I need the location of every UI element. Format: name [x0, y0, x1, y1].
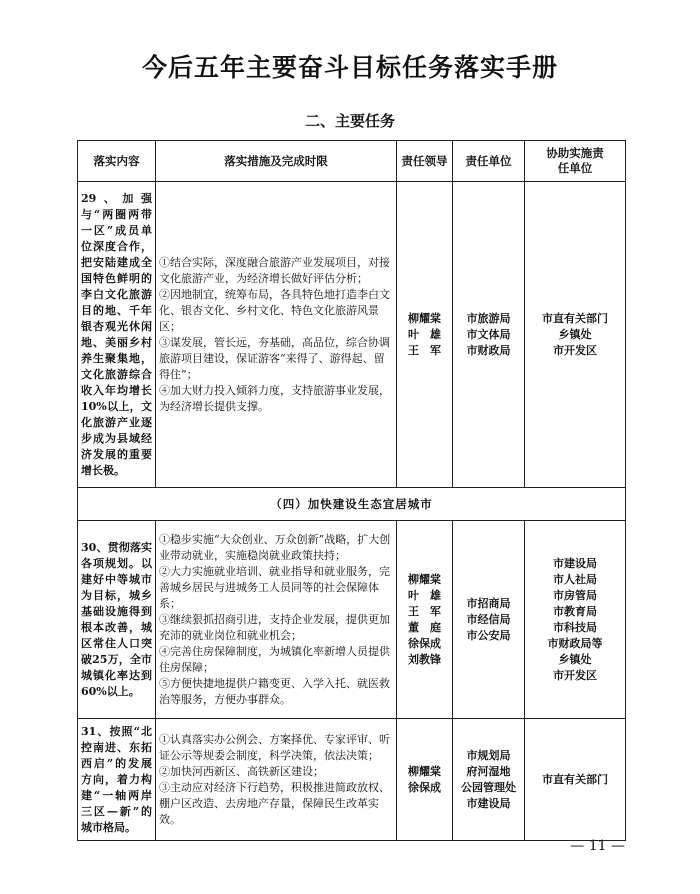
leader-name: 徐保成 [408, 636, 441, 650]
task-units [453, 521, 525, 719]
unit-name: 市招商局 [466, 596, 511, 610]
measure-item: ④加大财力投入倾斜力度，支持旅游事业发展，为经济增长提供支撑。 [159, 383, 390, 413]
unit-name: 市文体局 [466, 327, 511, 341]
leader-name: 柳耀棠 [408, 311, 441, 325]
assist-unit-name: 市开发区 [553, 343, 597, 357]
unit-name: 府河湿地 [466, 764, 511, 778]
unit-name: 市经信局 [466, 612, 511, 626]
measure-item: ③继续狠抓招商引进，支持企业发展，提供更加充沛的就业岗位和就业机会； [159, 612, 390, 642]
header-unit: 责任单位 [453, 141, 525, 182]
leader-name: 王 军 [408, 604, 441, 618]
table-row [78, 719, 626, 841]
task-content: 30、贯彻落实各项规划。以建好中等城市为目标，城乡基础设施得到根本改善，城区常住人口突破25万，全市城镇化率达到60%以上。 [78, 521, 156, 719]
assist-unit-name: 市教育局 [553, 604, 597, 618]
assist-unit-name: 乡镇处 [558, 327, 592, 341]
measure-item: ②大力实施就业培训、就业指导和就业服务，完善城乡居民与进城务工人员同等的社会保障体系； [159, 564, 390, 610]
unit-name: 市建设局 [466, 796, 511, 810]
assist-unit-name: 市开发区 [553, 668, 597, 682]
assist-unit-name: 市直有关部门 [542, 772, 608, 786]
measure-item: ②加快河西新区、高铁新区建设； [159, 764, 324, 778]
leader-name: 董 庭 [408, 620, 441, 634]
leader-name: 柳耀棠 [408, 572, 441, 586]
header-leader: 责任领导 [397, 141, 453, 182]
assist-unit-name: 市建设局 [553, 556, 597, 570]
handbook-title: 今后五年主要奋斗目标任务落实手册 [141, 53, 558, 82]
leader-name: 叶 雄 [408, 588, 441, 602]
assist-unit-name: 市科技局 [553, 620, 597, 634]
task-leaders [397, 521, 453, 719]
task-units [453, 182, 525, 488]
assist-unit-name: 市直有关部门 [542, 311, 608, 325]
assist-unit-name: 市房管局 [553, 588, 597, 602]
assist-unit-name: 市人社局 [553, 572, 597, 586]
measure-item: ③主动应对经济下行趋势，积极推进简政放权、棚户区改造、去房地产存量，保障民生改革实效。 [159, 780, 390, 826]
unit-name: 市财政局 [466, 343, 511, 357]
task-content: 29、加强与“两圈两带一区”成员单位深度合作，把安陆建成全国特色鲜明的李白文化旅游目的地、千年银杏观光休闲地、美丽乡村养生聚集地，文化旅游综合收入年均增长10%以上，文化旅游产业逐步成为县域经济发展的重要增长极。 [78, 182, 156, 488]
assist-unit-name: 乡镇处 [558, 652, 592, 666]
measure-item: ①认真落实办公例会、方案择优、专家评审、听证公示等规委会制度，科学决策，依法决策； [159, 732, 390, 762]
leader-name: 徐保成 [408, 780, 441, 794]
leader-name: 叶 雄 [408, 327, 441, 341]
header-assist-label: 协助实施责任单位 [546, 146, 604, 175]
table-row [78, 182, 626, 488]
task-leaders [397, 719, 453, 841]
task-measures [156, 521, 397, 719]
measure-item: ④完善住房保障制度，为城镇化率新增人员提供住房保障； [159, 644, 390, 674]
measure-item: ③谋发展，管长远，夯基础，高品位，综合协调旅游项目建设，保证游客“来得了、游得起、留得住”； [159, 335, 390, 381]
measure-item: ①稳步实施“大众创业、万众创新”战略，扩大创业带动就业，实施稳岗就业政策扶持； [159, 532, 391, 562]
header-assist [525, 141, 626, 182]
table-header-row [78, 141, 626, 182]
leader-name: 王 军 [408, 343, 441, 357]
section-title: 二、主要任务 [304, 112, 395, 130]
assist-unit-name: 市财政局等 [547, 636, 603, 650]
task-assist-units [525, 182, 626, 488]
task-measures [156, 182, 397, 488]
header-measures: 落实措施及完成时限 [156, 141, 397, 182]
page-number: — 11 — [570, 838, 625, 854]
header-content: 落实内容 [78, 141, 156, 182]
table-row [78, 521, 626, 719]
table-subheader-row [78, 488, 626, 521]
measure-item: ②因地制宜，统筹布局，各具特色地打造李白文化、银杏文化、乡村文化、特色文化旅游风景区； [159, 287, 390, 333]
task-measures [156, 719, 397, 841]
task-units [453, 719, 525, 841]
unit-name: 市公安局 [466, 628, 511, 642]
measure-item: ⑤方便快捷地提供户籍变更、入学入托、就医救治等服务，方便办事群众。 [159, 676, 390, 706]
subsection-title: （四）加快建设生态宜居城市 [78, 488, 626, 521]
unit-name: 市旅游局 [466, 311, 511, 325]
task-assist-units [525, 521, 626, 719]
leader-name: 柳耀棠 [408, 764, 441, 778]
unit-name: 市规划局 [466, 748, 511, 762]
unit-name: 公园管理处 [461, 780, 516, 794]
task-content: 31、按照“北控南进、东拓西启”的发展方向，着力构建“一轴两岸三区—新”的城市格局。 [78, 719, 156, 841]
task-leaders [397, 182, 453, 488]
measure-item: ①结合实际，深度融合旅游产业发展项目，对接文化旅游产业，为经济增长做好评估分析； [159, 255, 390, 285]
leader-name: 刘教锋 [408, 652, 441, 666]
task-table [77, 140, 626, 841]
task-assist-units [525, 719, 626, 841]
